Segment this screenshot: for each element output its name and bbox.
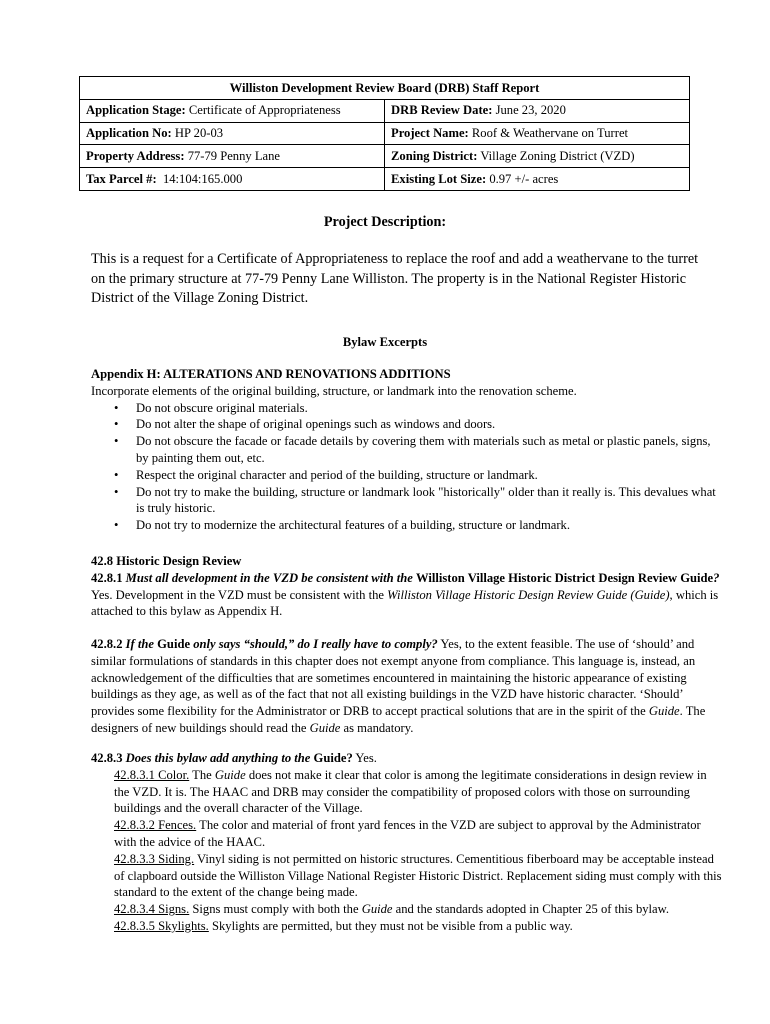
application-stage-value: Certificate of Appropriateness bbox=[188, 103, 341, 118]
subsection-text: The bbox=[192, 767, 212, 782]
section-42-8-title: 42.8 Historic Design Review bbox=[91, 554, 242, 568]
bullet-icon: • bbox=[114, 484, 119, 499]
tax-parcel-value: 14:104:165.000 bbox=[162, 171, 243, 186]
bullet-text: Do not obscure original materials. bbox=[136, 400, 308, 415]
question-text: If the bbox=[125, 637, 154, 651]
staff-report-header-table bbox=[79, 76, 690, 191]
subsection-skylights bbox=[114, 918, 723, 935]
zoning-district-value: Village Zoning District (VZD) bbox=[480, 148, 635, 163]
property-address-value: 77-79 Penny Lane bbox=[187, 148, 281, 163]
subsection-label: 42.8.3.3 Siding. bbox=[114, 851, 195, 866]
drb-review-date-cell bbox=[385, 99, 690, 122]
guide-name: Guide bbox=[157, 637, 191, 651]
bullet-text: Do not alter the shape of original openings such as windows and doors. bbox=[136, 417, 496, 432]
question-text: Must all development in the VZD be consistent with the bbox=[125, 570, 413, 585]
subsection-text: The color and material of front yard fences in the VZD are subject to approval by the Administrator with the advice of the HAAC. bbox=[114, 818, 701, 849]
appendix-h-section bbox=[91, 366, 723, 534]
bullet-text: Do not try to modernize the architectural features of a building, structure or landmark. bbox=[136, 518, 570, 533]
appendix-h-intro: Incorporate elements of the original building, structure, or landmark into the renovation scheme. bbox=[91, 383, 577, 398]
list-item bbox=[91, 416, 723, 433]
project-description-heading: Project Description: bbox=[323, 214, 447, 230]
bullet-icon: • bbox=[114, 417, 119, 432]
list-item bbox=[91, 433, 723, 467]
header-row bbox=[80, 122, 690, 145]
guide-italic: Guide bbox=[361, 902, 393, 917]
section-number: 42.8.2 bbox=[91, 637, 123, 651]
tax-parcel-label: Tax Parcel #: bbox=[86, 171, 157, 186]
appendix-h-bullet-list bbox=[91, 400, 723, 534]
section-number: 42.8.3 bbox=[91, 751, 123, 765]
bullet-text: Do not try to make the building, structure or landmark look "historically" older than it really is. This devalues what is truly historic. bbox=[136, 484, 716, 516]
application-no-value: HP 20-03 bbox=[174, 126, 224, 141]
property-address-cell bbox=[80, 145, 385, 168]
list-item bbox=[91, 467, 723, 484]
project-name-cell bbox=[385, 122, 690, 145]
question-text: Does this bylaw add anything to the bbox=[125, 751, 311, 765]
bullet-icon: • bbox=[114, 434, 119, 449]
answer-text: Yes. bbox=[355, 751, 377, 765]
drb-review-date-value: June 23, 2020 bbox=[495, 103, 566, 118]
project-description-text: This is a request for a Certificate of Appropriateness to replace the roof and add a weathervane to the turret on the primary structure at 77-79 Penny Lane Williston. The property is in the National Register Historic District of the Village Zoning District. bbox=[91, 251, 699, 306]
question-mark: ? bbox=[346, 751, 353, 765]
bullet-text: Do not obscure the facade or facade details by covering them with materials such as metal or plastic panels, signs, by painting them out, etc. bbox=[136, 434, 711, 465]
header-row bbox=[80, 99, 690, 122]
guide-italic: Guide bbox=[309, 720, 341, 735]
subsection-label: 42.8.3.2 Fences. bbox=[114, 818, 197, 833]
list-item bbox=[91, 400, 723, 417]
subsection-color bbox=[114, 767, 723, 817]
subsection-text: and the standards adopted in Chapter 25 of this bylaw. bbox=[395, 902, 670, 917]
bullet-text: Respect the original character and period of the building, structure or landmark. bbox=[136, 467, 538, 482]
application-stage-label: Application Stage: bbox=[86, 103, 186, 118]
answer-text: as mandatory. bbox=[343, 720, 414, 735]
list-item bbox=[91, 517, 723, 534]
zoning-district-cell bbox=[385, 145, 690, 168]
subsection-list bbox=[91, 767, 723, 935]
section-42-8-2 bbox=[91, 636, 723, 737]
bullet-icon: • bbox=[114, 467, 119, 482]
subsection-siding bbox=[114, 851, 723, 901]
zoning-district-label: Zoning District: bbox=[391, 148, 478, 163]
section-42-8-1 bbox=[91, 570, 723, 620]
bylaw-excerpts-heading: Bylaw Excerpts bbox=[342, 335, 428, 349]
guide-italic: Guide bbox=[648, 704, 680, 719]
bullet-icon: • bbox=[114, 518, 119, 533]
subsection-signs bbox=[114, 901, 723, 918]
appendix-h-title: Appendix H: ALTERATIONS AND RENOVATIONS ADDITIONS bbox=[91, 367, 451, 381]
answer-tail: , which is attached to this bylaw as Appendix H. bbox=[91, 587, 719, 619]
subsection-label: 42.8.3.1 Color. bbox=[114, 767, 190, 782]
project-name-value: Roof & Weathervane on Turret bbox=[471, 126, 629, 141]
guide-italic: Guide bbox=[214, 767, 246, 782]
header-row bbox=[80, 145, 690, 168]
bullet-icon: • bbox=[114, 400, 119, 415]
application-stage-cell bbox=[80, 99, 385, 122]
drb-review-date-label: DRB Review Date: bbox=[391, 103, 493, 118]
list-item bbox=[91, 484, 723, 518]
answer-text: Yes. Development in the VZD must be consistent with the bbox=[91, 587, 385, 602]
subsection-fences bbox=[114, 817, 723, 851]
subsection-text: Signs must comply with both the bbox=[192, 902, 359, 917]
guide-name: Williston Village Historic District Design Review Guide bbox=[416, 570, 714, 585]
guide-title-italic: Williston Village Historic Design Review Guide (Guide) bbox=[387, 587, 670, 602]
subsection-label: 42.8.3.5 Skylights. bbox=[114, 918, 209, 933]
guide-name: Guide bbox=[313, 751, 347, 765]
subsection-text: does not make it clear that color is among the legitimate considerations in design review in the VZD. It is. The HAAC and DRB may consider the compatibility of proposed colors with those on surrounding buildings and the overall character of the Village. bbox=[114, 767, 707, 816]
application-no-cell bbox=[80, 122, 385, 145]
report-title: Williston Development Review Board (DRB) Staff Report bbox=[80, 77, 690, 100]
answer-text: . The designers of new buildings should read the bbox=[91, 704, 706, 735]
section-42-8-3 bbox=[91, 750, 723, 935]
question-text: only says “should,” do I really have to comply? bbox=[193, 637, 438, 651]
tax-parcel-cell bbox=[80, 168, 385, 191]
header-row bbox=[80, 168, 690, 191]
question-mark: ? bbox=[713, 570, 720, 585]
section-42-8 bbox=[91, 553, 723, 620]
answer-text: Yes, to the extent feasible. The use of ‘should’ and similar formulations of standards in this chapter does not exempt anyone from compliance. This language is, instead, an acknowledgement of the difficulties that are sometimes encountered in maintaining the historic appearance of existing buildings as they age, as well as of the fact that not all existing buildings in the VZD have historic character. ‘Should’ provides some flexibility for the Administrator or DRB to accept practical solutions that are in the spirit of the bbox=[91, 637, 696, 719]
property-address-label: Property Address: bbox=[86, 148, 185, 163]
subsection-label: 42.8.3.4 Signs. bbox=[114, 902, 190, 917]
section-number: 42.8.1 bbox=[91, 570, 123, 585]
subsection-text: Skylights are permitted, but they must not be visible from a public way. bbox=[211, 918, 573, 933]
existing-lot-size-cell bbox=[385, 168, 690, 191]
subsection-text: Vinyl siding is not permitted on historic structures. Cementitious fiberboard may be acceptable instead of clapboard outside the Williston Village National Register Historic District. Replacement siding must comply with this standard to the extent of the change being made. bbox=[114, 851, 722, 900]
existing-lot-size-label: Existing Lot Size: bbox=[391, 171, 487, 186]
application-no-label: Application No: bbox=[86, 126, 172, 141]
project-name-label: Project Name: bbox=[391, 126, 469, 141]
existing-lot-size-value: 0.97 +/- acres bbox=[489, 171, 559, 186]
